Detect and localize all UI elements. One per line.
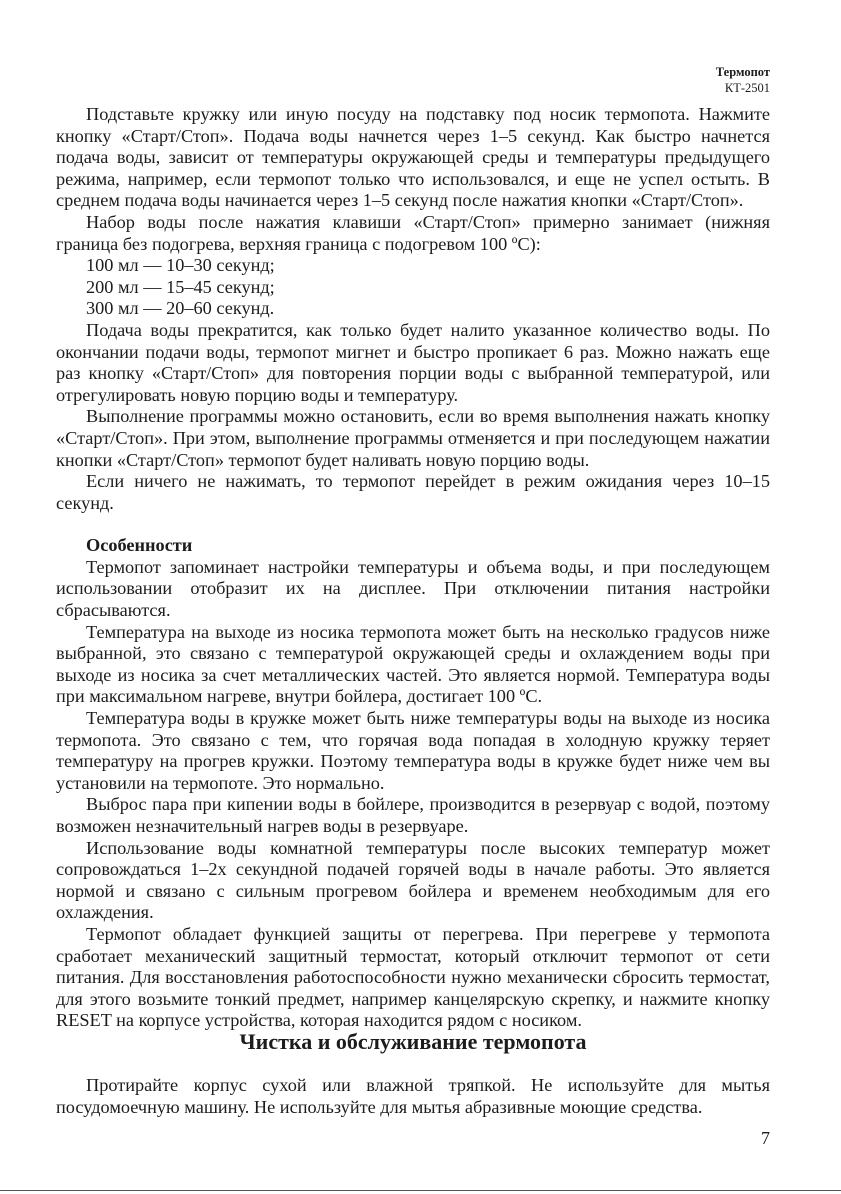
paragraph: Протирайте корпус сухой или влажной тряпкой. Не используйте для мытья посудомоечную машину. Не используйте для мытья абразивные моющие средства. [56,1075,770,1117]
header-model: КТ-2501 [724,81,770,95]
running-header [716,64,770,96]
paragraph: Выполнение программы можно остановить, если во время выполнения нажать кнопку «Старт/Стоп». При этом, выполнение программы отменяется и при последующем нажатии кнопки «Старт/Стоп» термопот будет наливать новую порцию воды. [56,406,770,470]
paragraph: Термопот обладает функцией защиты от перегрева. При перегреве у термопота сработает механический защитный термостат, который отключит термопот от сети питания. Для восстановления работоспособности нужно механически сбросить термостат, для этого возьмите тонкий предмет, например канцелярскую скрепку, и нажмите кнопку RESET на корпусе устройства, которая находится рядом с носиком. [56,923,770,1031]
paragraph: Температура воды в кружке может быть ниже температуры воды на выходе из носика термопота. Это связано с тем, что горячая вода попадая в холодную кружку теряет температуру на прогрев кружки. Поэтому температура воды в кружке будет ниже чем вы установили на термопоте. Это нормально. [56,708,770,793]
paragraph: Выброс пара при кипении воды в бойлере, производится в резервуар с водой, поэтому возможен незначительный нагрев воды в резервуаре. [56,794,770,836]
paragraph: Подставьте кружку или иную посуду на подставку под носик термопота. Нажмите кнопку «Старт/Стоп». Подача воды начнется через 1–5 секунд. Как быстро начнется подача воды, зависит от температуры окружающей среды и температуры предыдущего режима, например, если термопот только что использовался, и еще не успел остыть. В среднем подача воды начинается через 1–5 секунд после нажатия кнопки «Старт/Стоп». [56,104,770,211]
section-heading: Чистка и обслуживание термопота [239,1029,587,1054]
paragraph: Использование воды комнатной температуры после высоких температур может сопровождаться 1–2х секундной подачей горячей воды в начале работы. Это является нормой и связано с сильным прогревом бойлера и временем необходимым для его охлаждения. [56,837,770,923]
list-item: 300 мл — 20–60 секунд. [86,298,275,319]
features-heading: Особенности [86,535,193,556]
paragraph: Термопот запоминает настройки температуры и объема воды, и при последующем использовании отобразит их на дисплее. При отключении питания настройки сбрасываются. [56,556,770,621]
paragraph: Набор воды после нажатия клавиши «Старт/Стоп» примерно занимает (нижняя граница без подогрева, верхняя граница с подогревом 100 ºС): [56,211,770,254]
header-title: Термопот [715,65,770,79]
list-item: 100 мл — 10–30 секунд; [86,255,275,276]
bottom-rule [0,1190,841,1191]
list-item: 200 мл — 15–45 секунд; [86,276,275,297]
paragraph: Температура на выходе из носика термопота может быть на несколько градусов ниже выбранной, это связано с температурой окружающей среды и охлаждением воды при выходе из носика за счет металлических частей. Это является нормой. Температура воды при максимальном нагреве, внутри бойлера, достигает 100 ºС. [56,621,770,707]
main-text [56,104,770,1032]
paragraph: Если ничего не нажимать, то термопот перейдет в режим ожидания через 10–15 секунд. [56,471,770,513]
paragraph: Подача воды прекратится, как только будет налито указанное количество воды. По окончании подачи воды, термопот мигнет и быстро пропикает 6 раз. Можно нажать еще раз кнопку «Старт/Стоп» для повторения порции воды с выбранной температурой, или отрегулировать новую порцию воды и температуру. [56,319,770,405]
page-number: 7 [761,1128,770,1148]
cleaning-text [56,1075,770,1118]
